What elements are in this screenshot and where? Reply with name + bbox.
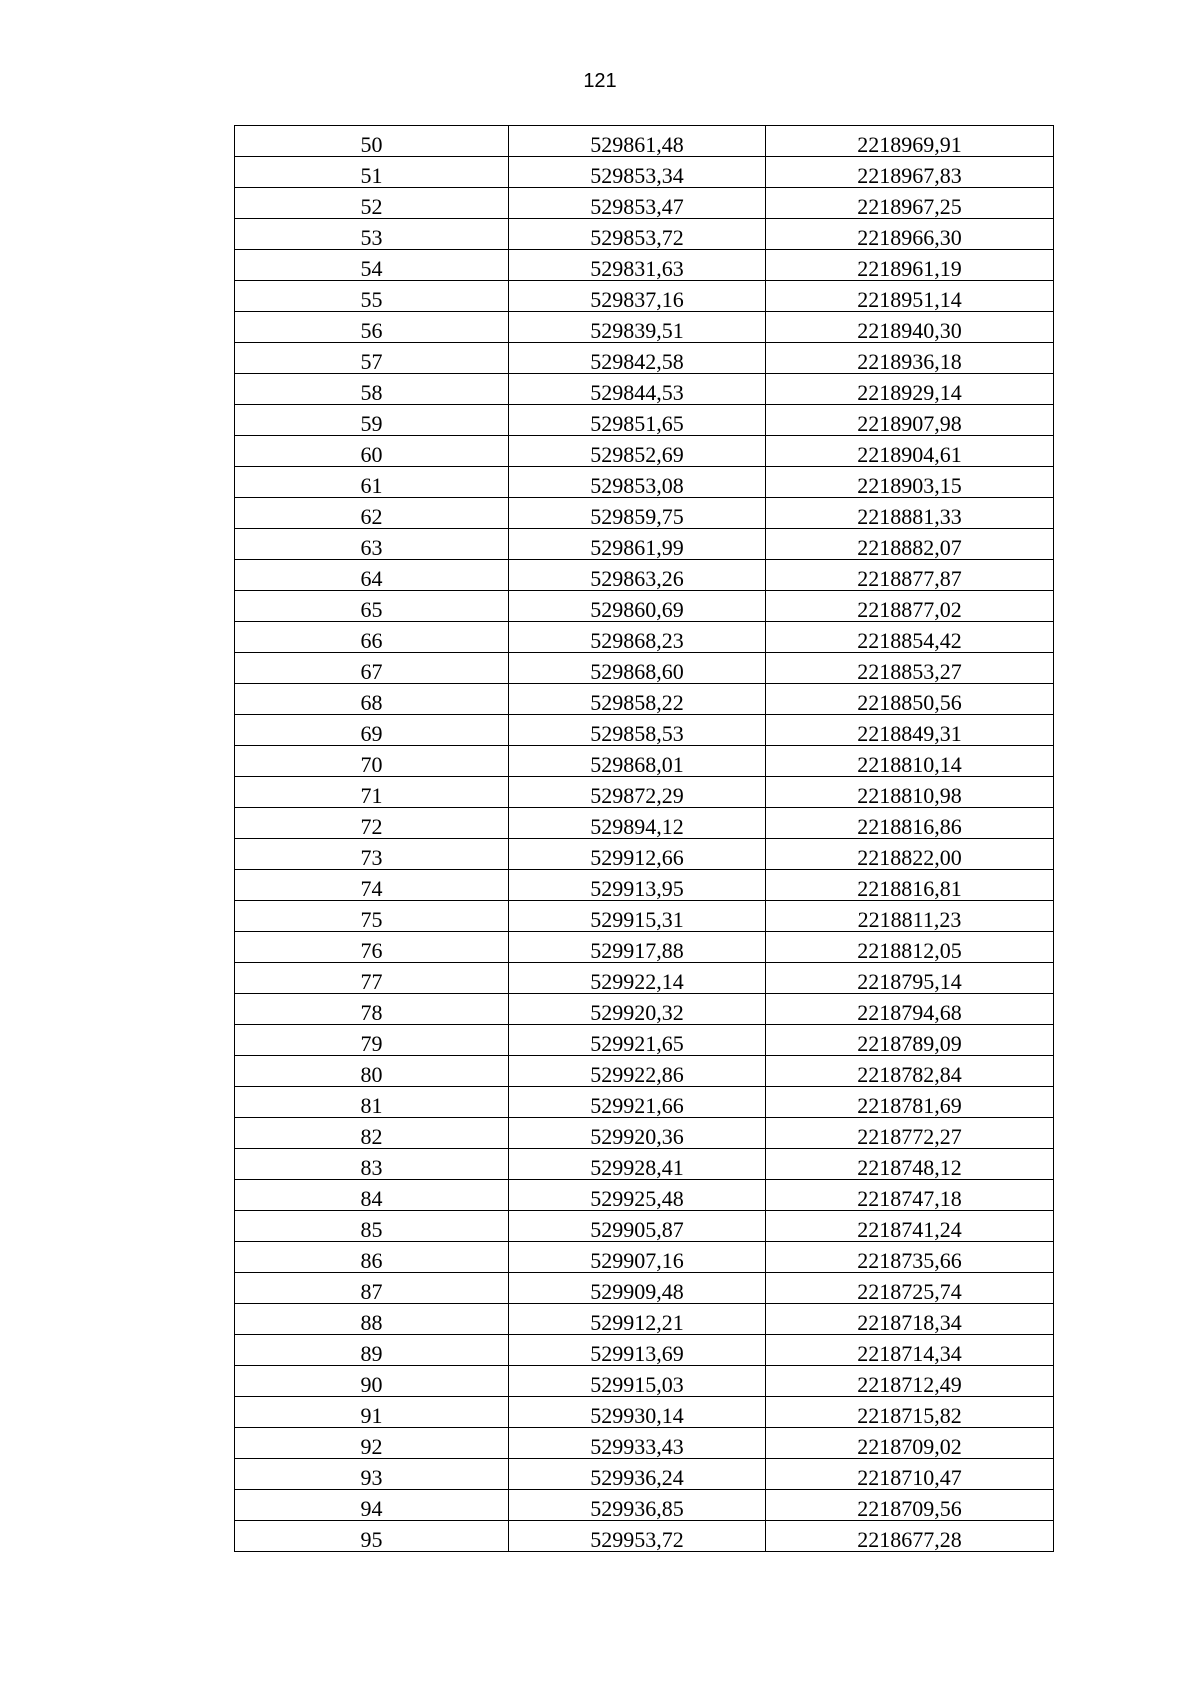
y-coordinate-cell: 2218961,19: [766, 250, 1054, 281]
x-coordinate-cell: 529920,36: [509, 1118, 766, 1149]
table-row: [235, 1459, 1054, 1490]
x-coordinate-cell: 529858,53: [509, 715, 766, 746]
x-coordinate-cell: 529851,65: [509, 405, 766, 436]
table-row: [235, 777, 1054, 808]
point-number-cell: 64: [235, 560, 509, 591]
x-coordinate-cell: 529953,72: [509, 1521, 766, 1552]
y-coordinate-cell: 2218850,56: [766, 684, 1054, 715]
x-coordinate-cell: 529853,34: [509, 157, 766, 188]
table-row: [235, 1180, 1054, 1211]
x-coordinate-cell: 529905,87: [509, 1211, 766, 1242]
table-row: [235, 467, 1054, 498]
table-row: [235, 1490, 1054, 1521]
table-row: [235, 746, 1054, 777]
table-row: [235, 281, 1054, 312]
table-row: [235, 405, 1054, 436]
point-number-cell: 93: [235, 1459, 509, 1490]
y-coordinate-cell: 2218709,02: [766, 1428, 1054, 1459]
y-coordinate-cell: 2218810,14: [766, 746, 1054, 777]
table-row: [235, 312, 1054, 343]
table-row: [235, 808, 1054, 839]
x-coordinate-cell: 529920,32: [509, 994, 766, 1025]
table-row: [235, 994, 1054, 1025]
y-coordinate-cell: 2218710,47: [766, 1459, 1054, 1490]
x-coordinate-cell: 529868,01: [509, 746, 766, 777]
point-number-cell: 73: [235, 839, 509, 870]
y-coordinate-cell: 2218903,15: [766, 467, 1054, 498]
point-number-cell: 67: [235, 653, 509, 684]
table-row: [235, 498, 1054, 529]
table-row: [235, 126, 1054, 157]
x-coordinate-cell: 529868,60: [509, 653, 766, 684]
x-coordinate-cell: 529917,88: [509, 932, 766, 963]
point-number-cell: 80: [235, 1056, 509, 1087]
point-number-cell: 51: [235, 157, 509, 188]
x-coordinate-cell: 529912,21: [509, 1304, 766, 1335]
y-coordinate-cell: 2218677,28: [766, 1521, 1054, 1552]
point-number-cell: 59: [235, 405, 509, 436]
coordinates-table-body: [235, 126, 1054, 1552]
y-coordinate-cell: 2218907,98: [766, 405, 1054, 436]
x-coordinate-cell: 529930,14: [509, 1397, 766, 1428]
point-number-cell: 92: [235, 1428, 509, 1459]
table-row: [235, 591, 1054, 622]
y-coordinate-cell: 2218877,02: [766, 591, 1054, 622]
point-number-cell: 95: [235, 1521, 509, 1552]
x-coordinate-cell: 529837,16: [509, 281, 766, 312]
point-number-cell: 60: [235, 436, 509, 467]
y-coordinate-cell: 2218966,30: [766, 219, 1054, 250]
table-row: [235, 684, 1054, 715]
point-number-cell: 82: [235, 1118, 509, 1149]
y-coordinate-cell: 2218781,69: [766, 1087, 1054, 1118]
point-number-cell: 77: [235, 963, 509, 994]
point-number-cell: 94: [235, 1490, 509, 1521]
x-coordinate-cell: 529831,63: [509, 250, 766, 281]
y-coordinate-cell: 2218849,31: [766, 715, 1054, 746]
table-row: [235, 1304, 1054, 1335]
x-coordinate-cell: 529861,48: [509, 126, 766, 157]
x-coordinate-cell: 529907,16: [509, 1242, 766, 1273]
coordinates-table: [234, 125, 1054, 1552]
point-number-cell: 66: [235, 622, 509, 653]
table-row: [235, 219, 1054, 250]
table-row: [235, 1428, 1054, 1459]
y-coordinate-cell: 2218748,12: [766, 1149, 1054, 1180]
table-row: [235, 1149, 1054, 1180]
table-row: [235, 715, 1054, 746]
table-row: [235, 870, 1054, 901]
point-number-cell: 56: [235, 312, 509, 343]
table-row: [235, 1118, 1054, 1149]
point-number-cell: 84: [235, 1180, 509, 1211]
y-coordinate-cell: 2218881,33: [766, 498, 1054, 529]
table-row: [235, 1025, 1054, 1056]
y-coordinate-cell: 2218854,42: [766, 622, 1054, 653]
point-number-cell: 68: [235, 684, 509, 715]
y-coordinate-cell: 2218812,05: [766, 932, 1054, 963]
point-number-cell: 79: [235, 1025, 509, 1056]
table-row: [235, 932, 1054, 963]
table-row: [235, 1397, 1054, 1428]
y-coordinate-cell: 2218969,91: [766, 126, 1054, 157]
y-coordinate-cell: 2218715,82: [766, 1397, 1054, 1428]
y-coordinate-cell: 2218810,98: [766, 777, 1054, 808]
y-coordinate-cell: 2218725,74: [766, 1273, 1054, 1304]
table-row: [235, 1521, 1054, 1552]
point-number-cell: 75: [235, 901, 509, 932]
y-coordinate-cell: 2218794,68: [766, 994, 1054, 1025]
y-coordinate-cell: 2218795,14: [766, 963, 1054, 994]
y-coordinate-cell: 2218735,66: [766, 1242, 1054, 1273]
x-coordinate-cell: 529860,69: [509, 591, 766, 622]
table-row: [235, 1087, 1054, 1118]
point-number-cell: 76: [235, 932, 509, 963]
point-number-cell: 65: [235, 591, 509, 622]
table-row: [235, 963, 1054, 994]
point-number-cell: 58: [235, 374, 509, 405]
x-coordinate-cell: 529894,12: [509, 808, 766, 839]
point-number-cell: 91: [235, 1397, 509, 1428]
x-coordinate-cell: 529928,41: [509, 1149, 766, 1180]
point-number-cell: 55: [235, 281, 509, 312]
point-number-cell: 61: [235, 467, 509, 498]
point-number-cell: 71: [235, 777, 509, 808]
x-coordinate-cell: 529863,26: [509, 560, 766, 591]
point-number-cell: 54: [235, 250, 509, 281]
x-coordinate-cell: 529921,65: [509, 1025, 766, 1056]
x-coordinate-cell: 529913,95: [509, 870, 766, 901]
point-number-cell: 70: [235, 746, 509, 777]
x-coordinate-cell: 529842,58: [509, 343, 766, 374]
point-number-cell: 52: [235, 188, 509, 219]
table-row: [235, 1335, 1054, 1366]
y-coordinate-cell: 2218789,09: [766, 1025, 1054, 1056]
x-coordinate-cell: 529861,99: [509, 529, 766, 560]
table-row: [235, 560, 1054, 591]
point-number-cell: 53: [235, 219, 509, 250]
table-row: [235, 343, 1054, 374]
table-row: [235, 901, 1054, 932]
table-row: [235, 529, 1054, 560]
point-number-cell: 78: [235, 994, 509, 1025]
x-coordinate-cell: 529912,66: [509, 839, 766, 870]
y-coordinate-cell: 2218929,14: [766, 374, 1054, 405]
table-row: [235, 374, 1054, 405]
y-coordinate-cell: 2218967,25: [766, 188, 1054, 219]
y-coordinate-cell: 2218951,14: [766, 281, 1054, 312]
table-row: [235, 188, 1054, 219]
point-number-cell: 87: [235, 1273, 509, 1304]
y-coordinate-cell: 2218811,23: [766, 901, 1054, 932]
x-coordinate-cell: 529853,72: [509, 219, 766, 250]
table-row: [235, 157, 1054, 188]
y-coordinate-cell: 2218904,61: [766, 436, 1054, 467]
y-coordinate-cell: 2218967,83: [766, 157, 1054, 188]
point-number-cell: 89: [235, 1335, 509, 1366]
y-coordinate-cell: 2218882,07: [766, 529, 1054, 560]
point-number-cell: 88: [235, 1304, 509, 1335]
x-coordinate-cell: 529872,29: [509, 777, 766, 808]
y-coordinate-cell: 2218853,27: [766, 653, 1054, 684]
y-coordinate-cell: 2218816,81: [766, 870, 1054, 901]
point-number-cell: 83: [235, 1149, 509, 1180]
point-number-cell: 85: [235, 1211, 509, 1242]
point-number-cell: 57: [235, 343, 509, 374]
y-coordinate-cell: 2218877,87: [766, 560, 1054, 591]
y-coordinate-cell: 2218816,86: [766, 808, 1054, 839]
y-coordinate-cell: 2218714,34: [766, 1335, 1054, 1366]
point-number-cell: 90: [235, 1366, 509, 1397]
x-coordinate-cell: 529915,31: [509, 901, 766, 932]
x-coordinate-cell: 529909,48: [509, 1273, 766, 1304]
x-coordinate-cell: 529936,24: [509, 1459, 766, 1490]
y-coordinate-cell: 2218822,00: [766, 839, 1054, 870]
x-coordinate-cell: 529925,48: [509, 1180, 766, 1211]
x-coordinate-cell: 529853,47: [509, 188, 766, 219]
table-row: [235, 436, 1054, 467]
y-coordinate-cell: 2218709,56: [766, 1490, 1054, 1521]
x-coordinate-cell: 529844,53: [509, 374, 766, 405]
x-coordinate-cell: 529868,23: [509, 622, 766, 653]
x-coordinate-cell: 529922,86: [509, 1056, 766, 1087]
point-number-cell: 72: [235, 808, 509, 839]
table-row: [235, 1242, 1054, 1273]
point-number-cell: 50: [235, 126, 509, 157]
x-coordinate-cell: 529915,03: [509, 1366, 766, 1397]
x-coordinate-cell: 529858,22: [509, 684, 766, 715]
table-row: [235, 1056, 1054, 1087]
point-number-cell: 62: [235, 498, 509, 529]
table-row: [235, 250, 1054, 281]
table-row: [235, 839, 1054, 870]
point-number-cell: 69: [235, 715, 509, 746]
x-coordinate-cell: 529859,75: [509, 498, 766, 529]
y-coordinate-cell: 2218782,84: [766, 1056, 1054, 1087]
y-coordinate-cell: 2218718,34: [766, 1304, 1054, 1335]
x-coordinate-cell: 529853,08: [509, 467, 766, 498]
y-coordinate-cell: 2218936,18: [766, 343, 1054, 374]
y-coordinate-cell: 2218772,27: [766, 1118, 1054, 1149]
table-row: [235, 622, 1054, 653]
point-number-cell: 86: [235, 1242, 509, 1273]
y-coordinate-cell: 2218747,18: [766, 1180, 1054, 1211]
table-row: [235, 1366, 1054, 1397]
table-row: [235, 1273, 1054, 1304]
y-coordinate-cell: 2218940,30: [766, 312, 1054, 343]
x-coordinate-cell: 529933,43: [509, 1428, 766, 1459]
x-coordinate-cell: 529839,51: [509, 312, 766, 343]
point-number-cell: 81: [235, 1087, 509, 1118]
x-coordinate-cell: 529936,85: [509, 1490, 766, 1521]
x-coordinate-cell: 529921,66: [509, 1087, 766, 1118]
point-number-cell: 74: [235, 870, 509, 901]
y-coordinate-cell: 2218712,49: [766, 1366, 1054, 1397]
table-row: [235, 653, 1054, 684]
point-number-cell: 63: [235, 529, 509, 560]
table-row: [235, 1211, 1054, 1242]
x-coordinate-cell: 529852,69: [509, 436, 766, 467]
page-number: 121: [583, 70, 617, 92]
y-coordinate-cell: 2218741,24: [766, 1211, 1054, 1242]
x-coordinate-cell: 529922,14: [509, 963, 766, 994]
x-coordinate-cell: 529913,69: [509, 1335, 766, 1366]
